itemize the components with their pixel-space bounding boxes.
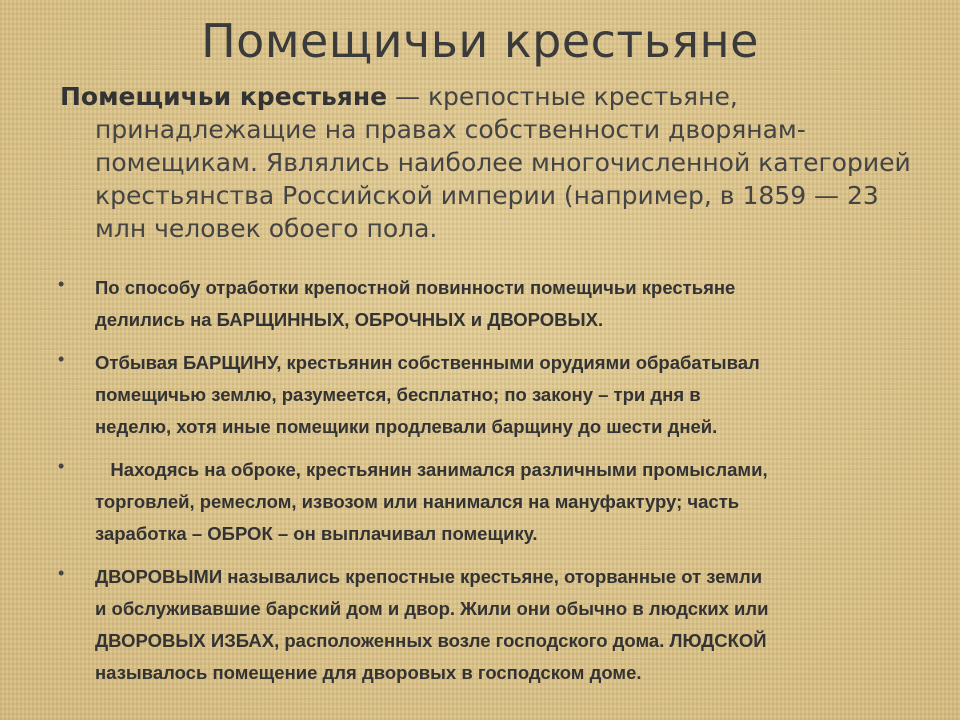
intro-term: Помещичьи крестьяне bbox=[60, 82, 388, 111]
bullet-4-line-2: и обслуживавшие барский дом и двор. Жили они обычно в людских или bbox=[95, 598, 769, 619]
slide-title: Помещичьи крестьяне bbox=[201, 14, 759, 68]
bullet-4-line-4: называлось помещение для дворовых в господском доме. bbox=[95, 662, 642, 683]
bullet-2-line-1: Отбывая БАРЩИНУ, крестьянин собственными орудиями обрабатывал bbox=[95, 352, 760, 373]
intro-line-2: принадлежащие на правах собственности дворянам- bbox=[95, 115, 806, 144]
intro-paragraph bbox=[60, 80, 930, 245]
intro-line-3: помещикам. Являлись наиболее многочисленной категорией bbox=[95, 148, 911, 177]
bullet-3-line-3: заработка – ОБРОК – он выплачивал помещику. bbox=[95, 523, 538, 544]
bullet-3-line-2: торговлей, ремеслом, извозом или нанимался на мануфактуру; часть bbox=[95, 491, 740, 512]
bullet-dot-icon: • bbox=[58, 349, 65, 369]
bullet-3-line-1: Находясь на оброке, крестьянин занимался различными промыслами, bbox=[95, 459, 768, 480]
bullet-dot-icon: • bbox=[58, 563, 65, 583]
bullet-dot-icon: • bbox=[58, 274, 65, 294]
bullet-item-2 bbox=[52, 347, 942, 443]
bullet-item-3 bbox=[52, 454, 942, 550]
bullet-item-4 bbox=[52, 561, 942, 689]
intro-line-4: крестьянства Российской империи (например, в 1859 — 23 bbox=[95, 181, 879, 210]
bullet-item-1 bbox=[52, 272, 942, 336]
bullet-list bbox=[52, 272, 942, 700]
intro-line-1 bbox=[60, 80, 930, 113]
intro-line-1-rest: — крепостные крестьяне, bbox=[387, 82, 738, 111]
bullet-2-line-2: помещичью землю, разумеется, бесплатно; по закону – три дня в bbox=[95, 384, 701, 405]
bullet-1-line-1: По способу отработки крепостной повинности помещичьи крестьяне bbox=[95, 277, 736, 298]
bullet-dot-icon: • bbox=[58, 456, 65, 476]
intro-line-5: млн человек обоего пола. bbox=[95, 214, 438, 243]
bullet-1-line-2: делились на БАРЩИННЫХ, ОБРОЧНЫХ и ДВОРОВЫХ. bbox=[95, 309, 604, 330]
bullet-2-line-3: неделю, хотя иные помещики продлевали барщину до шести дней. bbox=[95, 416, 718, 437]
bullet-4-line-3: ДВОРОВЫХ ИЗБАХ, расположенных возле господского дома. ЛЮДСКОЙ bbox=[95, 630, 767, 651]
bullet-4-line-1: ДВОРОВЫМИ назывались крепостные крестьяне, оторванные от земли bbox=[95, 566, 763, 587]
